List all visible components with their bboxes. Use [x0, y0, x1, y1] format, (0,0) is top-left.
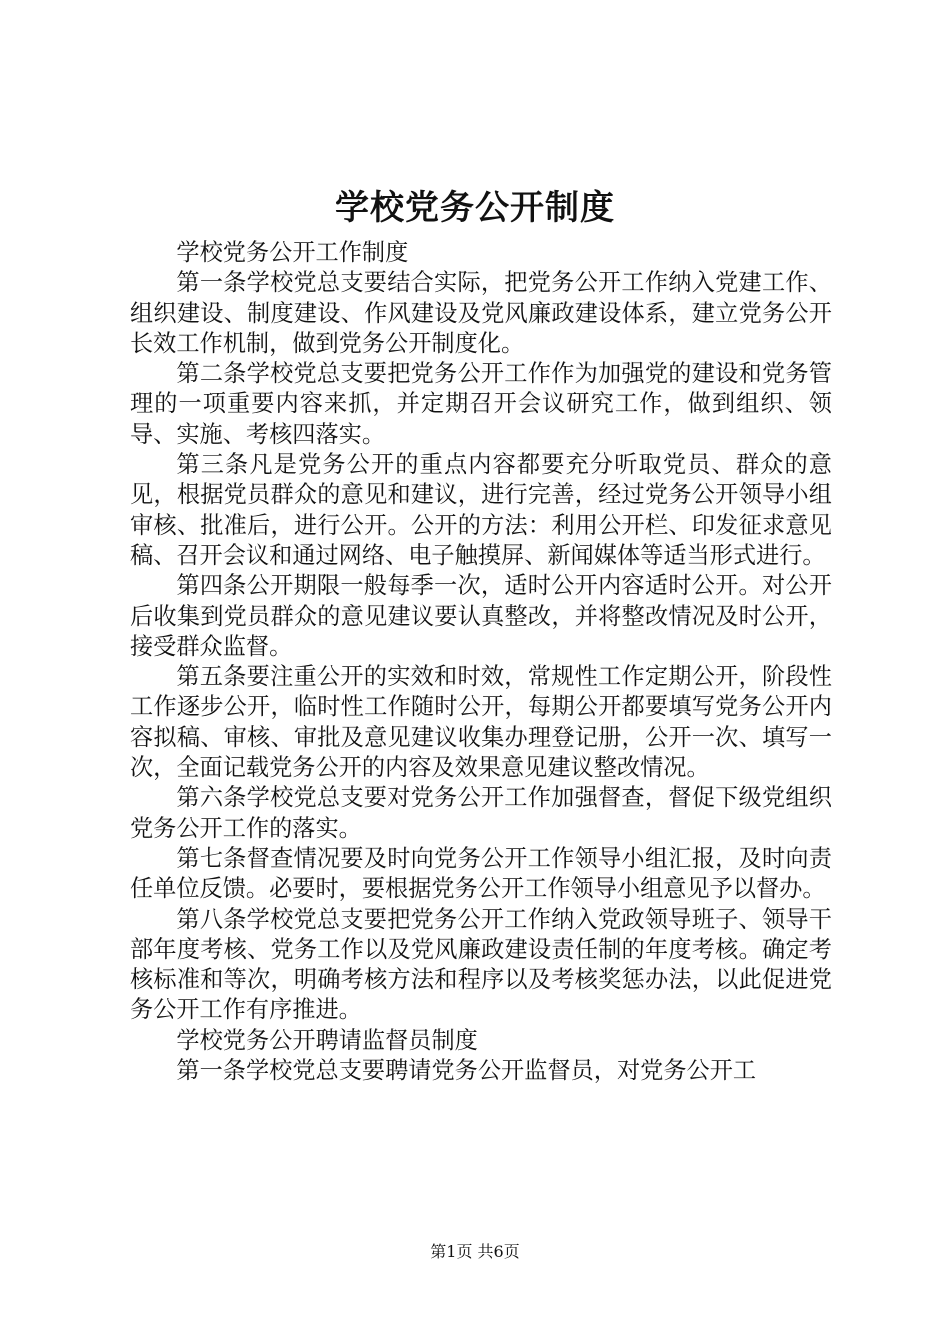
document-body: [130, 238, 832, 1086]
section-heading: 学校党务公开聘请监督员制度: [176, 1026, 478, 1054]
paragraph: 第三条凡是党务公开的重点内容都要充分听取党员、群众的意见，根据党员群众的意见和建议，进行完善，经过党务公开领导小组审核、批准后，进行公开。公开的方法：利用公开栏、印发征求意见稿、召开会议和通过网络、电子触摸屏、新闻媒体等适当形式进行。: [130, 451, 832, 569]
paragraph: 第四条公开期限一般每季一次，适时公开内容适时公开。对公开后收集到党员群众的意见建议要认真整改，并将整改情况及时公开，接受群众监督。: [130, 572, 832, 660]
paragraph: 第一条学校党总支要聘请党务公开监督员，对党务公开工: [176, 1057, 757, 1085]
document-title: 学校党务公开制度: [335, 188, 615, 228]
paragraph: 第八条学校党总支要把党务公开工作纳入党政领导班子、领导干部年度考核、党务工作以及党风廉政建设责任制的年度考核。确定考核标准和等次，明确考核方法和程序以及考核奖惩办法，以此促进党务公开工作有序推进。: [130, 905, 832, 1024]
paragraph: 第一条学校党总支要结合实际，把党务公开工作纳入党建工作、组织建设、制度建设、作风建设及党风廉政建设体系，建立党务公开长效工作机制，做到党务公开制度化。: [130, 269, 832, 357]
page-footer: 第1页 共6页: [430, 1242, 520, 1261]
paragraph: 第五条要注重公开的实效和时效，常规性工作定期公开，阶段性工作逐步公开，临时性工作随时公开，每期公开都要填写党务公开内容拟稿、审核、审批及意见建议收集办理登记册，公开一次、填写一次，全面记载党务公开的内容及效果意见建议整改情况。: [130, 663, 832, 782]
paragraph: 第六条学校党总支要对党务公开工作加强督查，督促下级党组织党务公开工作的落实。: [130, 784, 832, 842]
paragraph: 第七条督查情况要及时向党务公开工作领导小组汇报，及时向责任单位反馈。必要时，要根据党务公开工作领导小组意见予以督办。: [130, 844, 832, 903]
section-heading: 学校党务公开工作制度: [176, 239, 409, 266]
paragraph: 第二条学校党总支要把党务公开工作作为加强党的建设和党务管理的一项重要内容来抓，并定期召开会议研究工作，做到组织、领导、实施、考核四落实。: [130, 360, 832, 448]
